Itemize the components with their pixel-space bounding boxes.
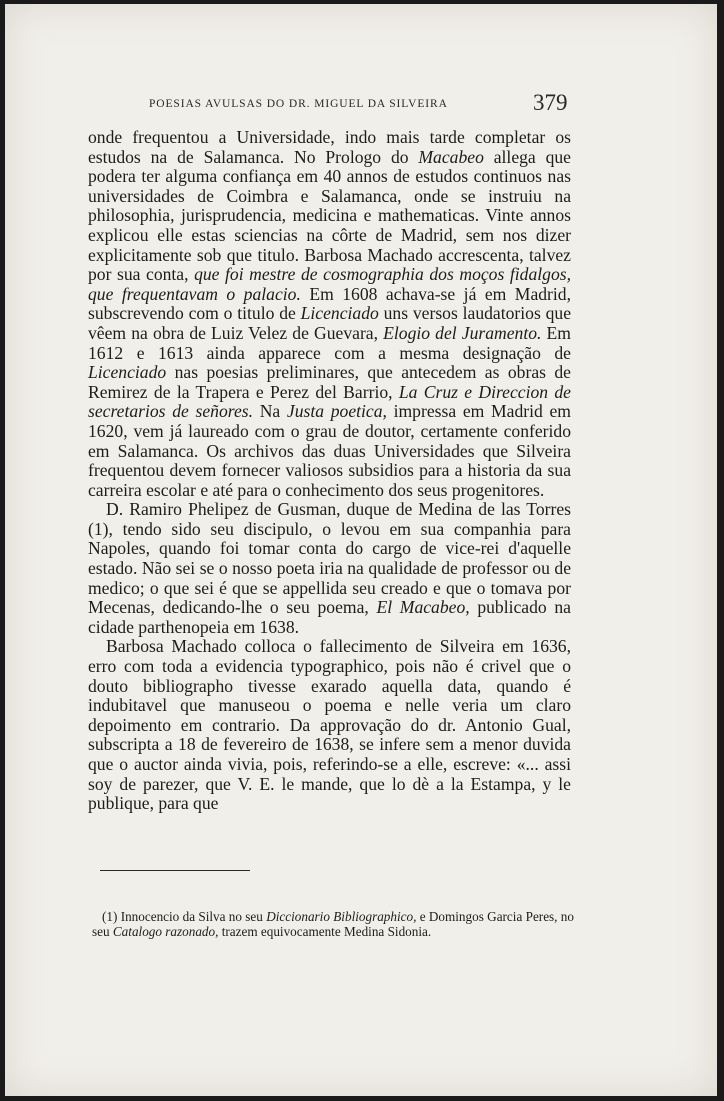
text-run: e Domingos Garcia Peres, no seu <box>92 909 574 939</box>
italic-run: El Macabeo, <box>376 597 470 618</box>
text-run: Barbosa Machado colloca o fallecimento de Silveira em 1636, erro com toda a evidencia typographico, pois não é crivel que o douto bibliographo tivesse exarado aquella data, quando é indubitavel que manuseou o poema e nelle veria um claro depoimento em contrario. Da approvação do dr. Antonio Gual, subscripta a 18 de fevereiro de 1638, se infere sem a menor duvida que o auctor ainda vivia, pois, referindo-se a elle, escreve: «... assi soy de parezer, que V. E. le mande, que lo dè a la Estampa, y le publique, para que <box>88 636 571 814</box>
italic-run: Macabeo <box>418 146 484 167</box>
text-run: trazem equivocamente Medina Sidonia. <box>218 923 432 939</box>
italic-run: Elogio del Juramento. <box>383 322 542 343</box>
italic-run: Licenciado <box>300 303 379 324</box>
italic-run: La Cruz e Direccion de secretarios de señores. <box>88 381 571 422</box>
text-run: onde frequentou a Universidade, indo mais tarde completar os estudos na de Salamanca. No Prologo do <box>88 127 571 167</box>
text-run: allega que podera ter alguma confiança em 40 annos de estudos continuos nas universidades de Coimbra e Salamanca, onde se instruiu na philosophia, jurisprudencia, medicina e mathematicas. Vinte annos explicou elle estas sciencias na côrte de Madrid, sem nos dizer explicitamente sob que titulo. Barbosa Machado accrescenta, talvez por sua conta, <box>88 146 571 285</box>
book-page <box>5 4 717 1096</box>
text-run: uns versos laudatorios que vêem na obra de Luiz Velez de Guevara, <box>88 303 571 343</box>
text-run: Em 1608 achava-se já em Madrid, subscrevendo com o titulo de <box>88 283 571 324</box>
paragraph-2 <box>88 500 571 637</box>
body-text <box>88 128 571 814</box>
text-run: D. Ramiro Phelipez de Gusman, duque de Medina de las Torres (1), tendo sido seu discipulo, o levou em sua companhia para Napoles, quando foi tomar conta do cargo de vice-rei d'aquelle estado. Não sei se o nosso poeta iria na qualidade de professor ou de medico; o que sei é que se appellida seu creado e que o tomava por Mecenas, dedicando-lhe o seu poema, <box>88 499 571 618</box>
paragraph-1 <box>88 128 571 500</box>
italic-run: Justa poetica, <box>286 401 387 422</box>
text-run: Na <box>253 401 287 422</box>
text-run: nas poesias preliminares, que antecedem as obras de Remirez de la Trapera e Perez del Barrio, <box>88 362 571 402</box>
paragraph-3 <box>88 637 571 813</box>
text-run: Em 1612 e 1613 ainda apparece com a mesma designação de <box>88 322 571 363</box>
footnote <box>92 910 574 940</box>
italic-run: Diccionario Bibliographico, <box>266 909 417 925</box>
page-number: 379 <box>533 90 568 115</box>
running-title: POESIAS AVULSAS DO DR. MIGUEL DA SILVEIRA <box>149 98 448 110</box>
italic-run: Licenciado <box>88 362 167 383</box>
text-run: impressa em Madrid em 1620, vem já laureado com o grau de doutor, certamente conferido em Salamanca. Os archivos das duas Universidades que Silveira frequentou devem fornecer valiosos subsidios para a historia da sua carreira escolar e até para o conhecimento dos seus progenitores. <box>88 401 571 500</box>
text-run: publicado na cidade parthenopeia em 1638. <box>88 597 571 637</box>
footnote-rule <box>100 870 250 871</box>
text-run: (1) Innocencio da Silva no seu <box>102 909 267 925</box>
page-header <box>5 90 717 120</box>
italic-run: Catalogo razonado, <box>112 923 219 939</box>
italic-run: que foi mestre de cosmographia dos moços fidalgos, que frequentavam o palacio. <box>88 264 571 304</box>
